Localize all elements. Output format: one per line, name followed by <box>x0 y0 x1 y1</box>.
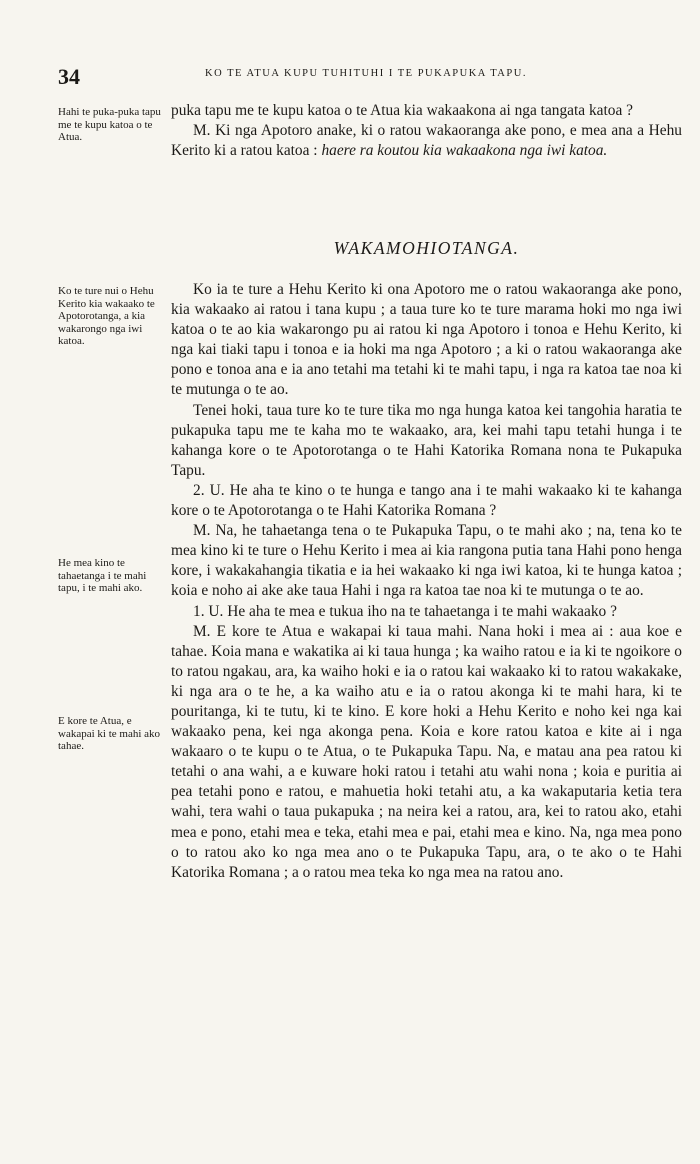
answer-2: M. Na, he tahaetanga tena o te Pukapuka Tapu, o te mahi ako ; na, tena ko te mea kino ki te ture o Hehu Kerito i mea ai kia rangona putia tana Hahi pono henga kore, i wakakahangia tikatia e ia hei wakaako ki nga iwi katoa, ki te hunga katoa ; koia e noho ai ake ake taua Hahi i nga ra katoa tae noa ki te mutunga o te ao. <box>171 522 682 600</box>
answer-1: M. E kore te Atua e wakapai ki taua mahi. Nana hoki i mea ai : aua koe e tahae. Koia mana e wakatika ai ki taua hunga ; ka waiho ratou e ia ki te ngoikore o to ratou ngakau, ara, ka waiho hoki e ia o ratou kai wakaako ki to ratou wakakake, ki nga ara o te he, a ka waiho atu e ia o ratou akonga ki te mahi hara, ki te pouritanga, ki te tutu, ki te kino. E kore hoki a Hehu Kerito e noho kei nga kai wakaako pena, kei nga akonga pena. Koia e kore ratou katoa e kite ai i nga wakaaro o te kupu o te Atua, o te Pukapuka Tapu. Na, e matau ana pea ratou ki tetahi o ana wahi, a e kuware hoki ratou i tetahi atu wahi nona ; koia e puritia ai pea tetahi pono e ratou, e mahuetia hoki tetahi atu, a ka wakaputaria ketia tera wahi, tera wahi o taua pukapuka ; na neira kei a ratou, ara, kei to ratou ako, etahi mea e pono, etahi mea e teka, etahi mea e pai, etahi mea e kino. Na, nga mea pono o to ratou ako ko nga mea ano o te Pukapuka Tapu, ara, o te ako o te Hahi Katorika Romana ; a o ratou mea teka ko nga mea na ratou ano. <box>171 622 682 881</box>
answer-paragraph <box>171 121 682 161</box>
continued-question: puka tapu me te kupu katoa o te Atua kia wakaakona ai nga tangata katoa ? <box>171 102 633 119</box>
page-number: 34 <box>58 64 80 89</box>
answer-text: M. Ki nga Apotoro anake, ki o ratou wakaoranga ake pono, e mea ana a Hehu Kerito ki a ratou katoa : <box>171 122 682 160</box>
margin-note-3: He mea kino te tahaetanga i te mahi tapu, i te mahi ako. <box>58 557 147 595</box>
section-heading: WAKAMOHIOTANGA. <box>333 238 520 258</box>
question-1: 1. U. He aha te mea e tukua iho na te tahaetanga i te mahi wakaako ? <box>193 602 617 620</box>
running-head: KO TE ATUA KUPU TUHITUHI I TE PUKAPUKA TAPU. <box>205 68 527 79</box>
margin-note-2: Ko te ture nui o Hehu Kerito kia wakaako te Apotorotanga, a kia wakarongo nga iwi katoa. <box>58 285 155 348</box>
top-text-block <box>171 101 682 161</box>
paragraph-2: Tenei hoki, taua ture ko te ture tika mo nga hunga katoa kei tangohia haratia te pukapuka tapu me te kaha mo te wakaako, ara, kei mahi tapu tetahi hunga i te kahanga kore o te Apotorotanga o te Hahi Katorika Romana nona te Pukapuka Tapu. <box>171 401 682 479</box>
paragraph-1: Ko ia te ture a Hehu Kerito ki ona Apotoro me o ratou wakaoranga ake pono, kia wakaako ai ratou i tana kupu ; a taua ture ko te ture marama hoki mo nga iwi katoa o te ao kia wakarongo pu ai ratou ki nga Apotoro i tonoa e Hehu Kerito, ki nga kai tiaki tapu i tonoa e ia hoki ma nga Apotoro ; a ki o ratou wakaoranga ake pono e tonoa ana e ia ano tetahi ma tetahi ki te mahi tapu, i nga ra katoa tae noa ki te mutunga o te ao. <box>171 281 682 399</box>
section-text-block <box>171 280 682 883</box>
margin-note-1: Hahi te puka-puka tapu me te kupu katoa o te Atua. <box>58 106 161 144</box>
margin-note-4: E kore te Atua, e wakapai ki te mahi ako tahae. <box>58 715 161 753</box>
question-2: 2. U. He aha te kino o te hunga e tango ana i te mahi wakaako ki te kahanga kore o te Apotorotanga o te Hahi Katorika Romana ? <box>171 481 682 520</box>
scripture-quote: haere ra koutou kia wakaakona nga iwi katoa. <box>321 142 608 160</box>
